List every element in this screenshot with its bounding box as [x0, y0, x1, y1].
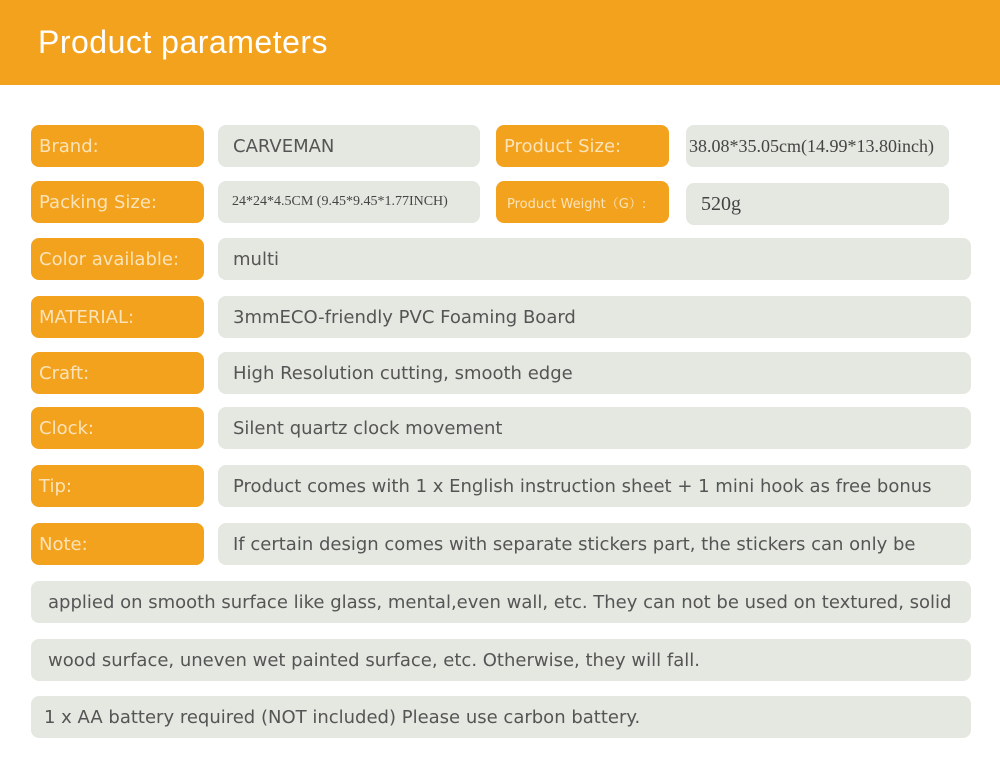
clock-label: Clock:: [31, 407, 204, 449]
tip-label: Tip:: [31, 465, 204, 507]
brand-value: CARVEMAN: [218, 125, 480, 167]
header-banner: [0, 0, 1000, 85]
product-weight-label: Product Weight（G）:: [496, 181, 669, 223]
brand-label: Brand:: [31, 125, 204, 167]
note-line-1: If certain design comes with separate stickers part, the stickers can only be: [218, 523, 971, 565]
note-line-2: applied on smooth surface like glass, mental,even wall, etc. They can not be used on textured, solid: [31, 581, 971, 623]
tip-value: Product comes with 1 x English instruction sheet + 1 mini hook as free bonus: [218, 465, 971, 507]
note-line-3: wood surface, uneven wet painted surface, etc. Otherwise, they will fall.: [31, 639, 971, 681]
packing-size-label: Packing Size:: [31, 181, 204, 223]
material-label: MATERIAL:: [31, 296, 204, 338]
product-size-value: 38.08*35.05cm(14.99*13.80inch): [686, 125, 949, 167]
packing-size-value: 24*24*4.5CM (9.45*9.45*1.77INCH): [218, 181, 480, 223]
battery-note: 1 x AA battery required (NOT included) Please use carbon battery.: [31, 696, 971, 738]
page-title: Product parameters: [38, 24, 329, 60]
craft-label: Craft:: [31, 352, 204, 394]
craft-value: High Resolution cutting, smooth edge: [218, 352, 971, 394]
note-label: Note:: [31, 523, 204, 565]
color-value: multi: [218, 238, 971, 280]
clock-value: Silent quartz clock movement: [218, 407, 971, 449]
color-label: Color available:: [31, 238, 204, 280]
product-size-label: Product Size:: [496, 125, 669, 167]
product-weight-value: 520g: [686, 183, 949, 225]
material-value: 3mmECO-friendly PVC Foaming Board: [218, 296, 971, 338]
